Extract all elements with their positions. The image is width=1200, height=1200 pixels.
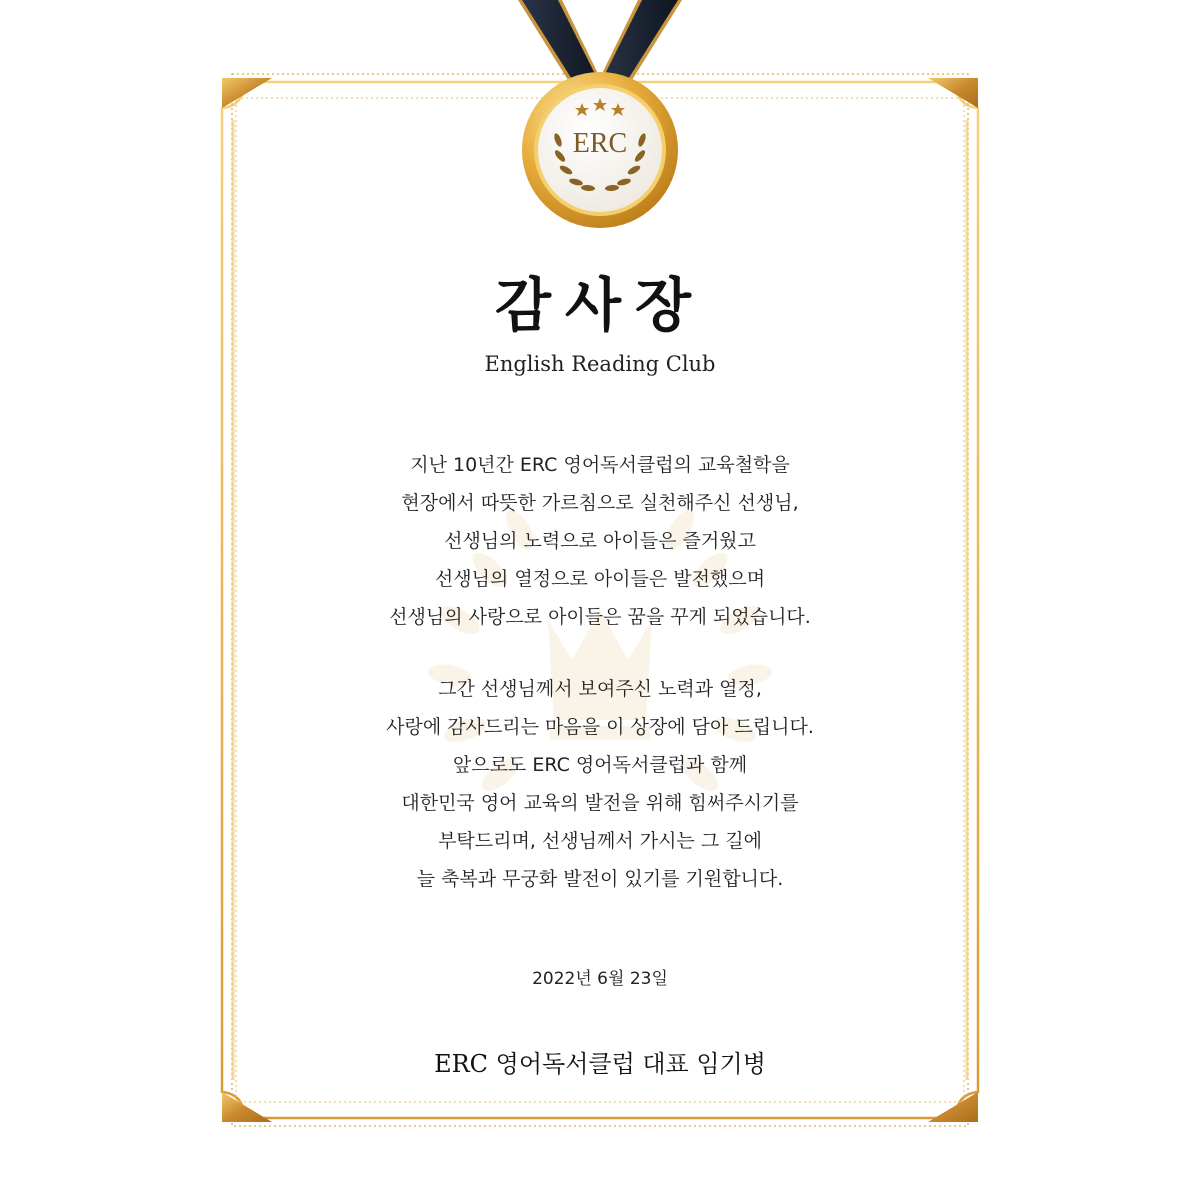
- body-line: 대한민국 영어 교육의 발전을 위해 힘써주시기를: [401, 792, 799, 814]
- body-line: 선생님의 노력으로 아이들은 즐거웠고: [444, 530, 756, 552]
- paragraph-spacer: [250, 636, 950, 670]
- medal-icon: [500, 0, 700, 240]
- medal-label: ERC: [572, 128, 628, 159]
- body-line: 현장에서 따뜻한 가르침으로 실천해주신 선생님,: [401, 492, 799, 514]
- certificate-title: 감사장: [494, 271, 706, 339]
- certificate-body: [250, 446, 950, 898]
- body-line: 지난 10년간 ERC 영어독서클럽의 교육철학을: [410, 454, 790, 476]
- body-line: 사랑에 감사드리는 마음을 이 상장에 담아 드립니다.: [386, 716, 814, 738]
- body-line: 앞으로도 ERC 영어독서클럽과 함께: [452, 754, 748, 776]
- body-line: 선생님의 열정으로 아이들은 발전했으며: [434, 568, 766, 590]
- certificate-subtitle: English Reading Club: [484, 352, 716, 376]
- certificate-date: 2022년 6월 23일: [532, 969, 668, 989]
- corner-ornament: [222, 78, 272, 108]
- body-line: 부탁드리며, 선생님께서 가시는 그 길에: [438, 830, 762, 852]
- certificate-signature: ERC 영어독서클럽 대표 임기병: [434, 1050, 766, 1078]
- body-line: 선생님의 사랑으로 아이들은 꿈을 꾸게 되었습니다.: [389, 606, 811, 628]
- body-line: 그간 선생님께서 보여주신 노력과 열정,: [438, 678, 762, 700]
- body-line: 늘 축복과 무궁화 발전이 있기를 기원합니다.: [416, 868, 784, 890]
